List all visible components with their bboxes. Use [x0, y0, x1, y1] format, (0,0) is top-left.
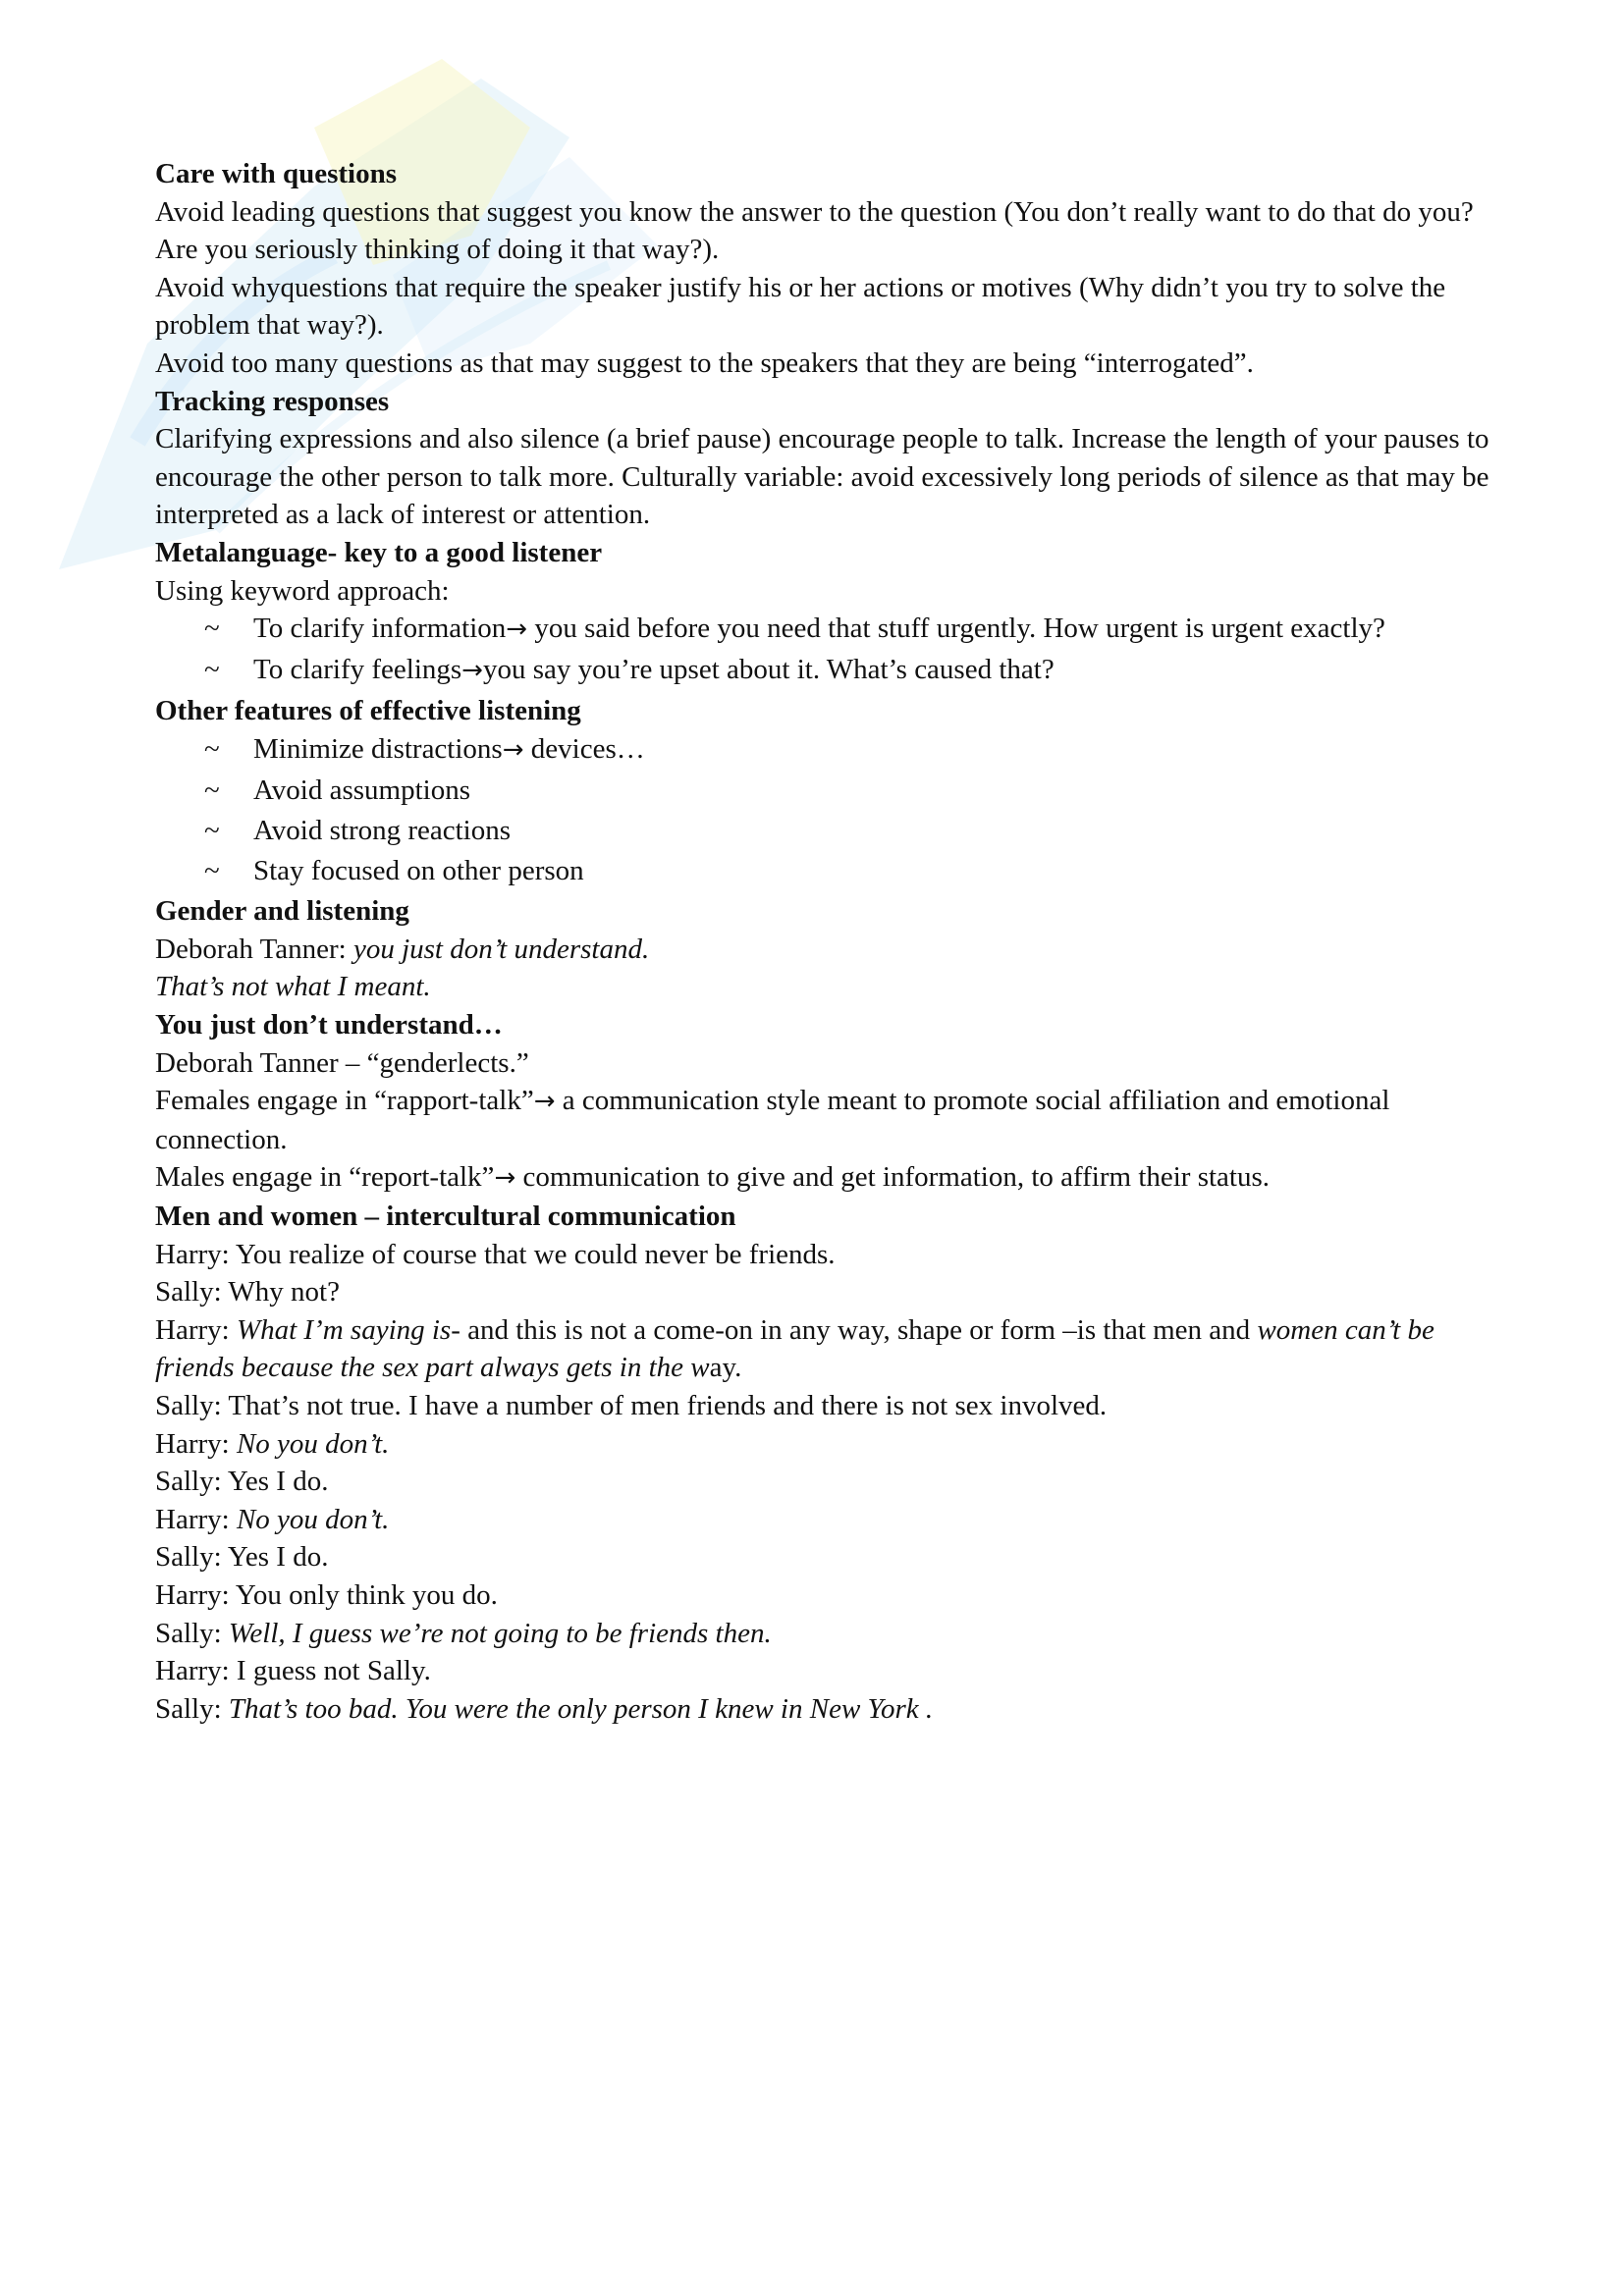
tilde-bullet: ~	[204, 815, 220, 847]
dialogue-line: Sally: Why not?	[155, 1276, 340, 1308]
italic-span: No you don’t.	[236, 1503, 390, 1535]
list-item	[155, 772, 1490, 810]
paragraph-not-what-i-meant: That’s not what I meant.	[155, 971, 431, 1003]
arrow-icon: →	[502, 734, 524, 765]
list-item-text: you say you’re upset about it. What’s caused that?	[482, 654, 1055, 686]
speaker-label: Sally:	[155, 1692, 229, 1725]
text-span: - and this is not a come-on in any way, shape or form –is that men and	[451, 1313, 1258, 1346]
paragraph-rapport-talk	[155, 1082, 1490, 1158]
text-span: communication to give and get information, to affirm their status.	[515, 1161, 1271, 1194]
list-item-text: Minimize distractions	[253, 732, 503, 765]
list-item-text: devices…	[523, 732, 645, 765]
text-span: Deborah Tanner:	[155, 933, 353, 965]
arrow-icon: →	[461, 656, 483, 686]
tilde-bullet: ~	[204, 654, 220, 686]
heading-men-and-women: Men and women – intercultural communication	[155, 1201, 736, 1233]
speaker-label: Harry:	[155, 1313, 237, 1346]
list-item	[155, 852, 1490, 890]
paragraph-why-questions: Avoid whyquestions that require the speaker justify his or her actions or motives (Why didn’t you try to solve the problem that way?).	[155, 271, 1446, 342]
italic-span: you just don’t understand.	[352, 933, 650, 965]
italic-span: Well, I guess we’re not going to be friends then.	[228, 1617, 772, 1649]
italic-span: No you don’t.	[236, 1427, 390, 1460]
paragraph-too-many-questions: Avoid too many questions as that may suggest to the speakers that they are being “interrogated”.	[155, 347, 1254, 379]
text-span: Males engage in “report-talk”	[155, 1161, 495, 1194]
dialogue-line	[155, 1311, 1490, 1387]
features-list	[155, 730, 1490, 890]
paragraph-leading-questions: Avoid leading questions that suggest you know the answer to the question (You don’t really want to do that do you? Are you seriously thinking of doing it that way?).	[155, 195, 1474, 266]
italic-span: women can’t be friends because the sex part always gets in the w	[155, 1313, 1434, 1384]
list-item-text: you said before you need that stuff urgently. How urgent is urgent exactly?	[527, 613, 1385, 645]
list-item	[155, 651, 1490, 690]
tilde-bullet: ~	[204, 613, 220, 645]
heading-gender-and-listening: Gender and listening	[155, 895, 409, 928]
paragraph-genderlects: Deborah Tanner – “genderlects.”	[155, 1046, 529, 1079]
list-item-text: Avoid strong reactions	[253, 815, 512, 847]
document-page	[155, 155, 1490, 1728]
arrow-icon: →	[533, 1087, 556, 1117]
heading-you-just-dont-understand: You just don’t understand…	[155, 1009, 503, 1041]
heading-metalanguage: Metalanguage- key to a good listener	[155, 536, 603, 568]
metalanguage-list	[155, 610, 1490, 690]
heading-care-with-questions: Care with questions	[155, 158, 397, 189]
dialogue-line	[155, 1425, 1490, 1464]
paragraph-report-talk	[155, 1158, 1490, 1198]
list-item-text: Avoid assumptions	[253, 774, 470, 806]
dialogue-line: Harry: I guess not Sally.	[155, 1655, 431, 1687]
paragraph-deborah-tanner	[155, 931, 1490, 969]
paragraph-keyword-approach: Using keyword approach:	[155, 574, 450, 607]
dialogue-line	[155, 1615, 1490, 1653]
list-item	[155, 730, 1490, 770]
dialogue-line	[155, 1501, 1490, 1539]
dialogue-line: Harry: You realize of course that we could never be friends.	[155, 1238, 836, 1270]
arrow-icon: →	[506, 614, 528, 645]
speaker-label: Harry:	[155, 1503, 237, 1535]
dialogue-line: Sally: Yes I do.	[155, 1541, 329, 1574]
speaker-label: Harry:	[155, 1427, 237, 1460]
dialogue-line: Sally: Yes I do.	[155, 1466, 329, 1498]
dialogue-line: Harry: You only think you do.	[155, 1578, 498, 1611]
tilde-bullet: ~	[204, 855, 220, 887]
arrow-icon: →	[494, 1163, 516, 1194]
list-item-text: To clarify feelings	[253, 654, 462, 686]
tilde-bullet: ~	[204, 774, 220, 806]
dialogue-line	[155, 1690, 1490, 1729]
list-item	[155, 610, 1490, 649]
text-span: Females engage in “rapport-talk”	[155, 1085, 534, 1117]
list-item-text: To clarify information	[253, 613, 507, 645]
text-span: a communication style meant to promote social affiliation and emotional connection.	[155, 1085, 1390, 1155]
tilde-bullet: ~	[204, 732, 220, 765]
italic-span: That’s too bad. You were the only person I knew in New York .	[228, 1692, 934, 1725]
dialogue-line: Sally: That’s not true. I have a number of men friends and there is not sex involved.	[155, 1390, 1108, 1421]
heading-tracking-responses: Tracking responses	[155, 385, 390, 417]
list-item	[155, 812, 1490, 850]
list-item-text: Stay focused on other person	[253, 855, 584, 887]
heading-other-features: Other features of effective listening	[155, 695, 581, 727]
paragraph-clarifying-expressions: Clarifying expressions and also silence (a brief pause) encourage people to talk. Increase the length of your pauses to encourage the other person to talk more. Culturally variable: avoid excessively long periods of silence as that may be interpreted as a lack of interest or attention.	[155, 423, 1489, 531]
italic-span: What I’m saying is	[236, 1313, 452, 1346]
speaker-label: Sally:	[155, 1617, 229, 1649]
text-span: ay.	[709, 1352, 742, 1384]
